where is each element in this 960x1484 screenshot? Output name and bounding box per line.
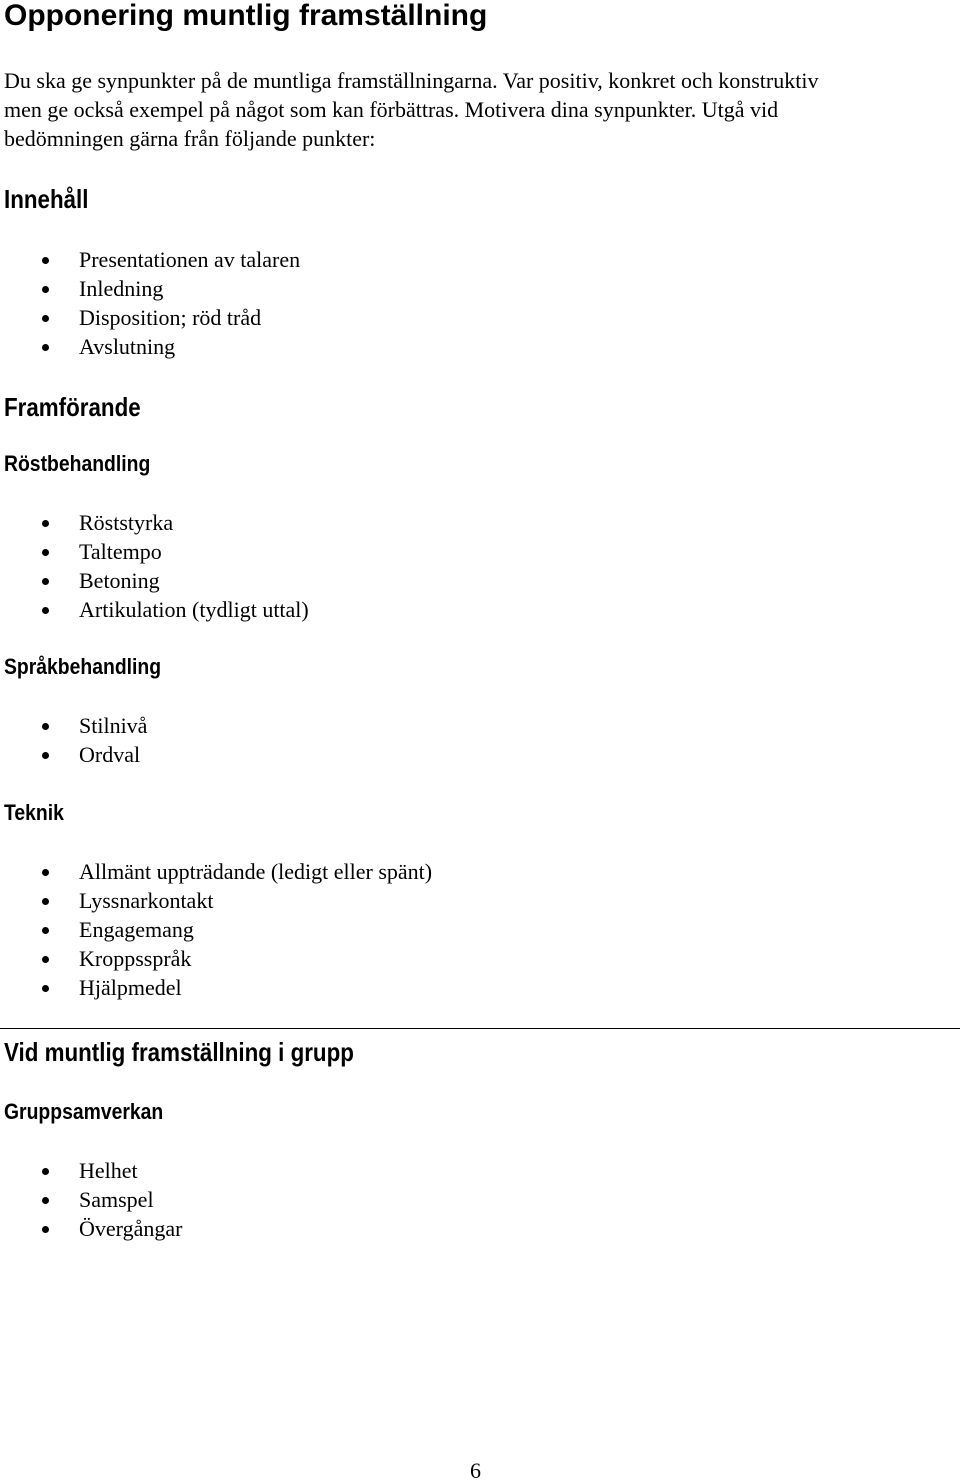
- list-item-label: Betoning: [79, 568, 160, 593]
- bullet-icon: [42, 1197, 49, 1204]
- list-item: [0, 303, 300, 332]
- list-teknik: [0, 857, 432, 1002]
- bullet-icon: [42, 286, 49, 293]
- list-item-label: Samspel: [79, 1187, 154, 1212]
- list-item: [0, 1214, 182, 1243]
- bullet-icon: [42, 927, 49, 934]
- list-item-label: Engagemang: [79, 917, 194, 942]
- list-item: [0, 274, 300, 303]
- list-item-label: Stilnivå: [79, 713, 148, 738]
- list-item: [0, 711, 147, 740]
- list-item-label: Helhet: [79, 1158, 138, 1183]
- bullet-icon: [42, 1168, 49, 1175]
- bullet-icon: [42, 344, 49, 351]
- heading-sprakbehandling: Språkbehandling: [4, 654, 162, 679]
- intro-line: Du ska ge synpunkter på de muntliga framställningarna. Var positiv, konkret och konstruktiv: [4, 68, 819, 93]
- list-item: [0, 1185, 182, 1214]
- list-item-label: Inledning: [79, 276, 164, 301]
- list-item-label: Lyssnarkontakt: [79, 888, 214, 913]
- list-item-label: Kroppsspråk: [79, 946, 192, 971]
- bullet-icon: [42, 869, 49, 876]
- list-item: [0, 944, 432, 973]
- intro-paragraph: [4, 66, 954, 153]
- heading-rostbehandling: Röstbehandling: [4, 451, 151, 476]
- intro-line: bedömningen gärna från följande punkter:: [4, 126, 376, 151]
- bullet-icon: [42, 607, 49, 614]
- heading-innehall: Innehåll: [4, 184, 89, 214]
- list-rostbehandling: [0, 508, 309, 624]
- bullet-icon: [42, 985, 49, 992]
- list-item-label: Övergångar: [79, 1216, 183, 1241]
- bullet-icon: [42, 723, 49, 730]
- bullet-icon: [42, 520, 49, 527]
- page-number: 6: [470, 1458, 481, 1483]
- list-innehall: [0, 245, 300, 361]
- list-item-label: Röststyrka: [79, 510, 174, 535]
- bullet-icon: [42, 257, 49, 264]
- list-item: [0, 915, 432, 944]
- list-item: [0, 973, 432, 1002]
- list-item-label: Avslutning: [79, 334, 176, 359]
- heading-teknik: Teknik: [4, 800, 64, 825]
- heading-grupp: Vid muntlig framställning i grupp: [4, 1037, 354, 1067]
- section-divider: [0, 1028, 960, 1029]
- intro-line: men ge också exempel på något som kan förbättras. Motivera dina synpunkter. Utgå vid: [4, 97, 779, 122]
- bullet-icon: [42, 752, 49, 759]
- bullet-icon: [42, 578, 49, 585]
- list-item: [0, 1156, 182, 1185]
- list-item: [0, 740, 147, 769]
- list-gruppsamverkan: [0, 1156, 182, 1243]
- list-item-label: Ordval: [79, 742, 141, 767]
- list-item: [0, 245, 300, 274]
- list-sprakbehandling: [0, 711, 147, 769]
- list-item: [0, 886, 432, 915]
- list-item-label: Hjälpmedel: [79, 975, 182, 1000]
- list-item-label: Taltempo: [79, 539, 162, 564]
- heading-gruppsamverkan: Gruppsamverkan: [4, 1099, 164, 1124]
- bullet-icon: [42, 549, 49, 556]
- bullet-icon: [42, 898, 49, 905]
- bullet-icon: [42, 315, 49, 322]
- list-item: [0, 332, 300, 361]
- list-item: [0, 857, 432, 886]
- list-item-label: Artikulation (tydligt uttal): [79, 597, 309, 622]
- list-item: [0, 566, 309, 595]
- list-item-label: Disposition; röd tråd: [79, 305, 262, 330]
- bullet-icon: [42, 956, 49, 963]
- bullet-icon: [42, 1226, 49, 1233]
- list-item: [0, 537, 309, 566]
- list-item-label: Allmänt uppträdande (ledigt eller spänt): [79, 859, 433, 884]
- list-item: [0, 508, 309, 537]
- list-item: [0, 595, 309, 624]
- list-item-label: Presentationen av talaren: [79, 247, 301, 272]
- heading-framforande: Framförande: [4, 392, 141, 422]
- page-title: Opponering muntlig framställning: [4, 0, 488, 32]
